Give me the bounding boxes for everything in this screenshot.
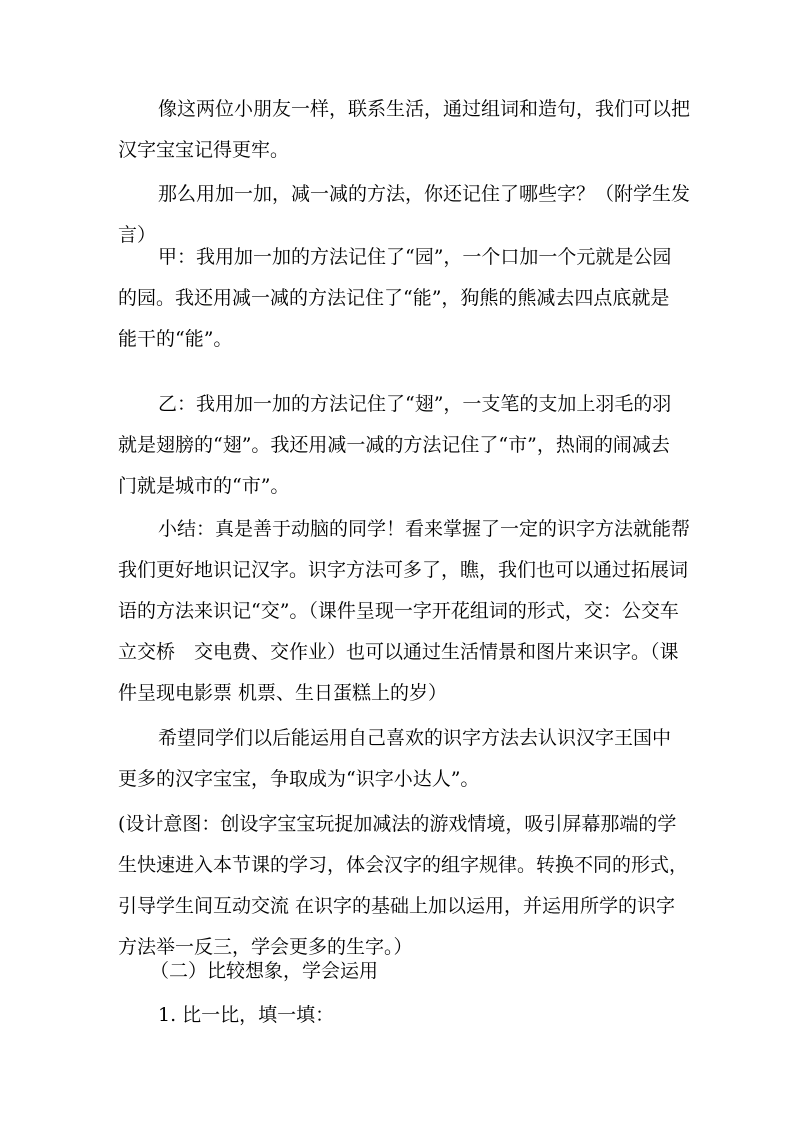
paragraph-6	[118, 718, 683, 800]
paragraph-6-line-2: 更多的汉字宝宝，争取成为“识字小达人”。	[118, 768, 480, 790]
paragraph-3	[118, 237, 683, 360]
paragraph-6-line-1: 希望同学们以后能运用自己喜欢的识字方法去认识汉字王国中	[158, 727, 672, 749]
paragraph-5	[118, 509, 691, 714]
paragraph-5-line-4: 立交桥 交电费、交作业）也可以通过生活情景和图片来识字。（课	[118, 641, 679, 663]
paragraph-3-line-3: 能干的“能”。	[118, 328, 233, 350]
design-intent-line-2: 生快速进入本节课的学习，体会汉字的组字规律。转换不同的形式，	[118, 854, 689, 876]
design-intent-line-3: 引导学生间互动交流 在识字的基础上加以运用，并运用所学的识字	[118, 895, 676, 917]
paragraph-2-line-2: 言）	[118, 224, 157, 246]
design-intent-line-1: (设计意图：创设字宝宝玩捉加减法的游戏情境，吸引屏幕那端的学	[118, 813, 677, 835]
paragraph-4	[118, 384, 683, 507]
paragraph-2-line-1: 那么用加一加，减一减的方法，你还记住了哪些字？（附学生发	[158, 183, 691, 205]
paragraph-4-line-1: 乙：我用加一加的方法记住了“翅”，一支笔的支加上羽毛的羽	[158, 393, 672, 415]
paragraph-4-line-3: 门就是城市的“市”。	[118, 475, 290, 497]
paragraph-5-line-5: 件呈现电影票 机票、生日蛋糕上的岁）	[118, 682, 448, 704]
design-intent-paragraph	[118, 804, 689, 968]
section-heading	[118, 951, 683, 992]
paragraph-3-line-2: 的园。我还用减一减的方法记住了“能”，狗熊的熊减去四点底就是	[118, 287, 670, 309]
paragraph-5-line-1: 小结：真是善于动脑的同学！看来掌握了一定的识字方法就能帮	[158, 518, 691, 540]
paragraph-1-line-2: 汉字宝宝记得更牢。	[118, 139, 290, 161]
exercise-item	[118, 995, 683, 1036]
paragraph-4-line-2: 就是翅膀的“翅”。我还用减一减的方法记住了“市”，热闹的闹减去	[118, 434, 670, 456]
paragraph-3-line-1: 甲：我用加一加的方法记住了“园”，一个口加一个元就是公园	[158, 246, 672, 268]
design-intent-line-4: 方法举一反三，学会更多的生字。）	[118, 936, 413, 958]
paragraph-1	[118, 89, 691, 171]
exercise-item-text: 1. 比一比，填一填：	[158, 1004, 335, 1026]
paragraph-5-line-3: 语的方法来识记“交”。（课件呈现一字开花组词的形式，交：公交车	[118, 600, 679, 622]
paragraph-5-line-2: 我们更好地识记汉字。识字方法可多了，瞧，我们也可以通过拓展词	[118, 559, 689, 581]
paragraph-1-line-1: 像这两位小朋友一样，联系生活，通过组词和造句，我们可以把	[158, 98, 691, 120]
section-heading-text: （二）比较想象，学会运用	[150, 960, 379, 982]
